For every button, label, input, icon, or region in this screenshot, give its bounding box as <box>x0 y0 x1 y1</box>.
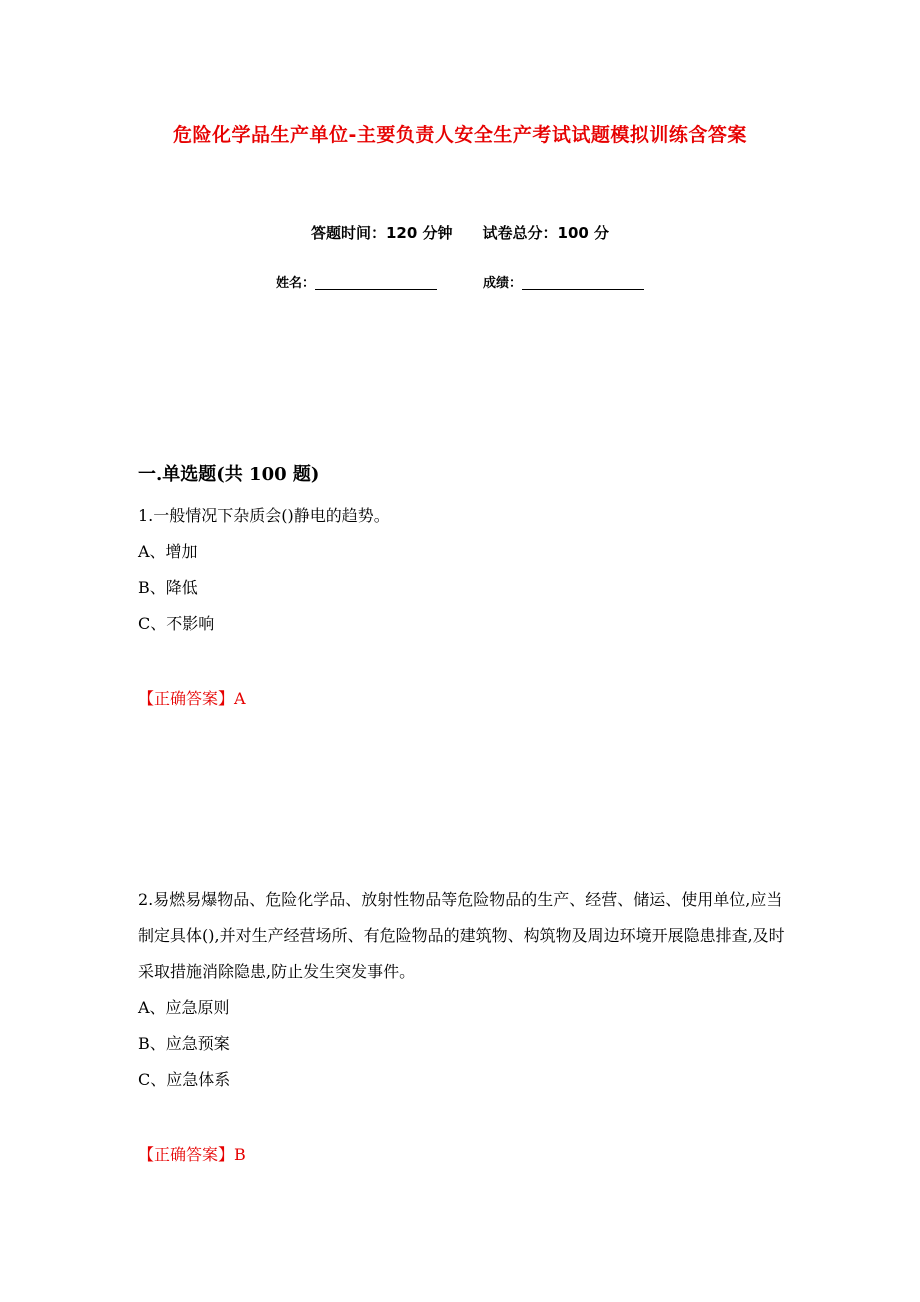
option-a: A、增加 <box>138 542 198 561</box>
score-blank <box>522 275 644 290</box>
option-c: C、不影响 <box>138 614 215 633</box>
question-2 <box>138 882 788 1098</box>
document-title: 危险化学品生产单位-主要负责人安全生产考试试题模拟训练含答案 <box>173 124 747 146</box>
option-c: C、应急体系 <box>138 1070 231 1089</box>
question-stem: 2.易燃易爆物品、危险化学品、放射性物品等危险物品的生产、经营、储运、使用单位,应当制定具体(),并对生产经营场所、有危险物品的建筑物、构筑物及周边环境开展隐患排查,及时采取措施消除隐患,防止发生突发事件。 <box>138 890 785 981</box>
name-label: 姓名： <box>275 276 315 291</box>
total-score: 试卷总分：100 分 <box>482 224 610 242</box>
score-label: 成绩： <box>483 276 523 291</box>
answer-2: 【正确答案】B <box>138 1145 246 1164</box>
option-b: B、降低 <box>138 578 198 597</box>
exam-time: 答题时间：120 分钟 <box>310 224 453 242</box>
option-a: A、应急原则 <box>138 998 230 1017</box>
question-1 <box>138 498 788 642</box>
section-title: 一.单选题(共 100 题) <box>138 464 320 485</box>
question-stem: 1.一般情况下杂质会()静电的趋势。 <box>138 506 390 525</box>
name-blank <box>315 275 437 290</box>
exam-meta <box>0 222 920 243</box>
option-b: B、应急预案 <box>138 1034 230 1053</box>
answer-1: 【正确答案】A <box>138 689 246 708</box>
candidate-info <box>0 272 920 291</box>
